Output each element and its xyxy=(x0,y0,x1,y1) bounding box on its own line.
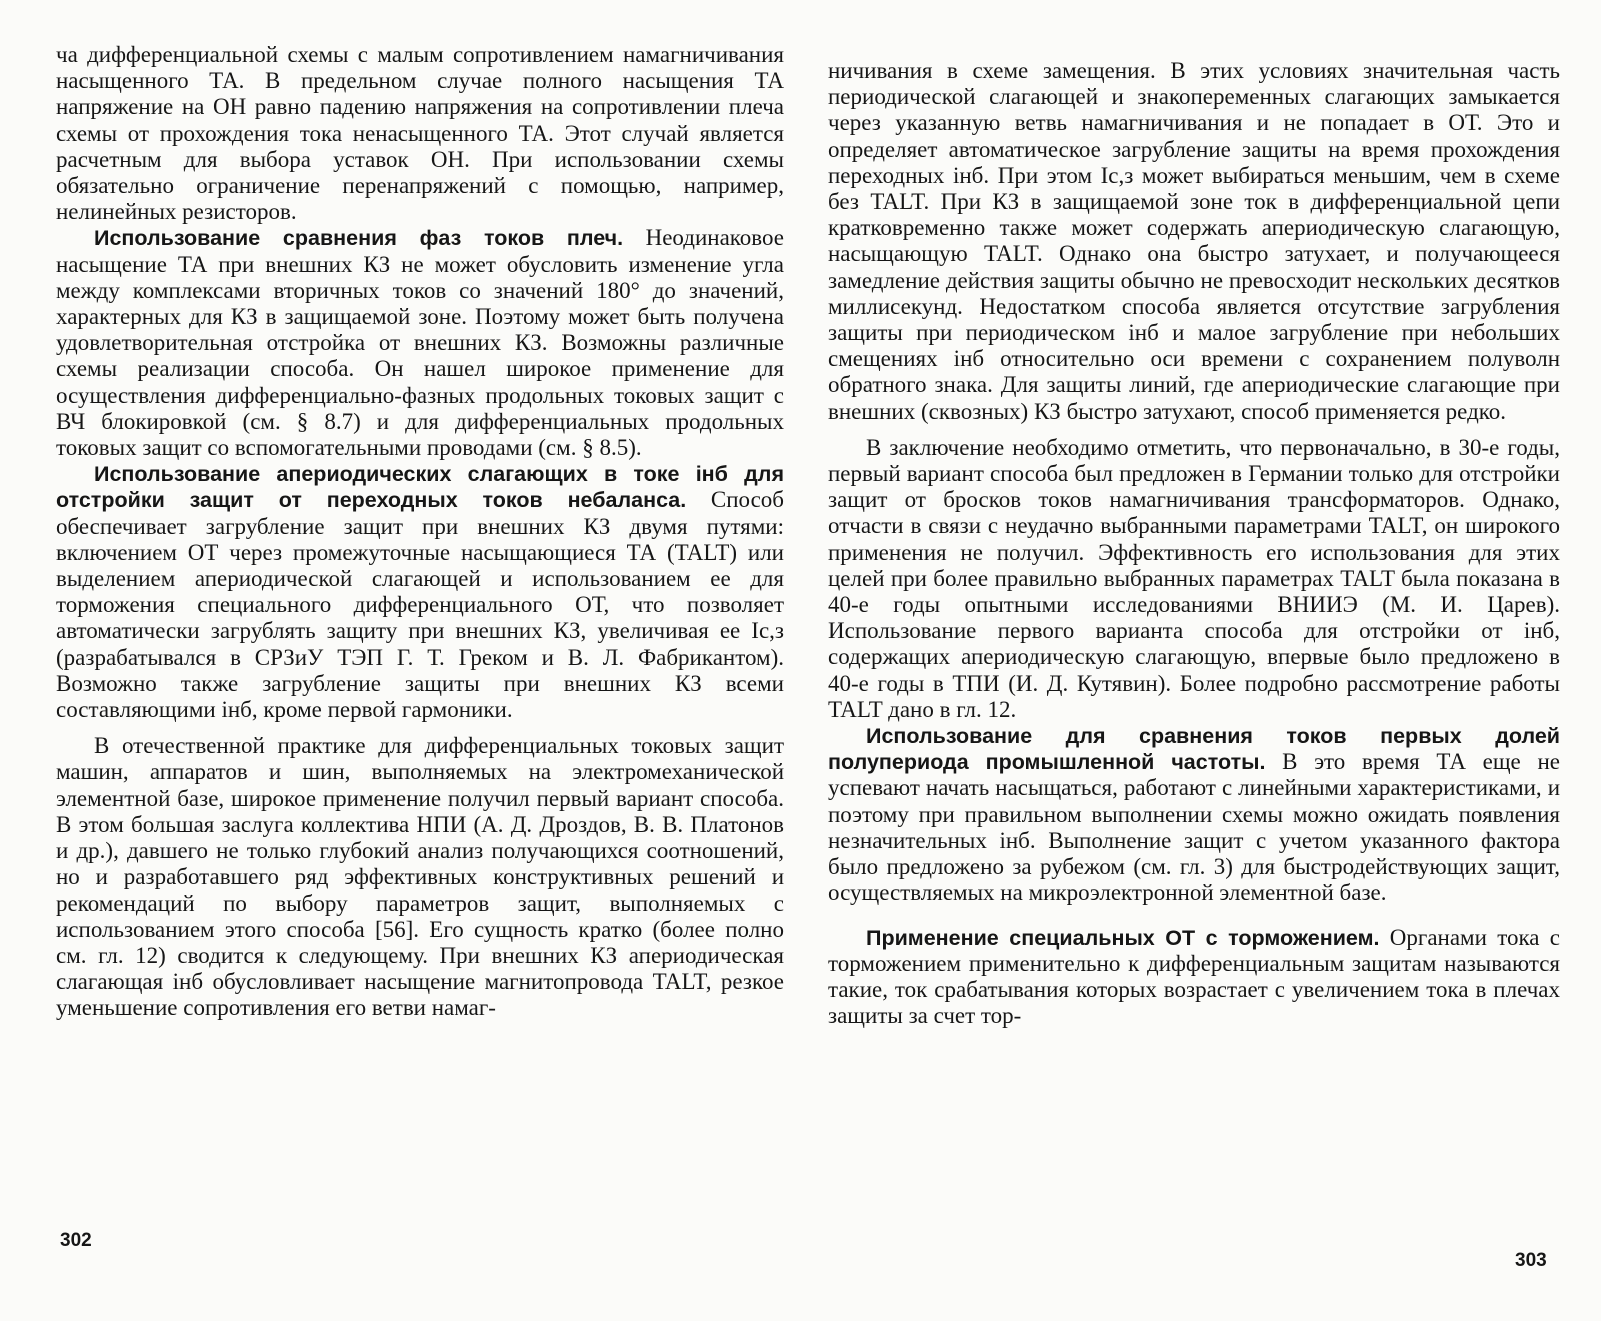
paragraph: В отечественной практике для дифференциальных токовых защит машин, аппаратов и шин, выполняемых на электромеханической элементной базе, широкое применение получил первый вариант способа. В этом большая заслуга коллектива НПИ (А. Д. Дроздов, В. В. Платонов и др.), давшего не только глубокий анализ получающихся соотношений, но и разработавшего ряд эффективных конструктивных решений и рекомендаций по выбору параметров защит, выполняемых с использованием этого способа [56]. Его сущность кратко (более полно см. гл. 12) сводится к следующему. При внешних КЗ апериодическая слагающая iнб обусловливает насыщение магнитопровода TALT, резкое уменьшение сопротивления его ветви намаг- xyxy=(56,733,784,1021)
paragraph-heading: Применение специальных ОТ с торможением. xyxy=(866,925,1380,950)
paragraph xyxy=(56,461,784,723)
paragraph-body: Неодинаковое насыщение ТА при внешних КЗ не может обусловить изменение угла между комплексами вторичных токов со значений 180° до значений, характерных для КЗ в защищаемой зоне. Поэтому может быть получена удовлетворительная отстройка от внешних КЗ. Возможны различные схемы реализации способа. Он нашел широкое применение для осуществления дифференциально-фазных продольных токовых защит с ВЧ блокировкой (см. § 8.7) и для дифференциальных продольных токовых защит со вспомогательными проводами (см. § 8.5). xyxy=(56,225,785,461)
paragraph xyxy=(56,225,784,461)
paragraph-heading: Использование сравнения фаз токов плеч. xyxy=(94,226,624,251)
paragraph-body: Способ обеспечивает загрубление защит при внешних КЗ двумя путями: включением ОТ через промежуточные насыщающиеся ТА (TALT) или выделением апериодической слагающей и использованием ее для торможения специального дифференциального ОТ, что позволяет автоматически загрублять защиту при внешних КЗ, увеличивая ее Ic,з (разрабатывался в СРЗиУ ТЭП Г. Т. Греком и В. Л. Фабрикантом). Возможно также загрубление защиты при внешних КЗ всеми составляющими iнб, кроме первой гармоники. xyxy=(56,487,784,723)
paragraph xyxy=(828,925,1560,1030)
left-page xyxy=(56,42,784,1022)
paragraph xyxy=(828,723,1560,906)
page-number-left: 302 xyxy=(60,1230,92,1251)
page-number-right: 303 xyxy=(1515,1250,1547,1271)
paragraph: ча дифференциальной схемы с малым сопротивлением намагничивания насыщенного ТА. В предельном случае полного насыщения ТА напряжение на ОН равно падению напряжения на сопротивлении плеча схемы от прохождения тока ненасыщенного ТА. Этот случай является расчетным для выбора уставок ОН. При использовании схемы обязательно ограничение перенапряжений с помощью, например, нелинейных резисторов. xyxy=(56,42,784,225)
paragraph-heading: Использование апериодических слагающих в токе iнб для отстройки защит от переходных токов небаланса. xyxy=(56,462,784,513)
paragraph-body: Органами тока с торможением применительно к дифференциальным защитам называются такие, ток срабатывания которых возрастает с увеличением тока в плечах защиты за счет тор- xyxy=(828,924,1561,1029)
right-page xyxy=(828,58,1560,1029)
paragraph: В заключение необходимо отметить, что первоначально, в 30-е годы, первый вариант способа был предложен в Германии только для отстройки защит от бросков токов намагничивания трансформаторов. Однако, отчасти в связи с неудачно выбранными параметрами TALT, он широкого применения не получил. Эффективность его использования для этих целей при более правильно выбранных параметрах TALT была показана в 40-е годы опытными исследованиями ВНИИЭ (М. И. Царев). Использование первого варианта способа для отстройки от iнб, содержащих апериодическую слагающую, впервые было предложено в 40-е годы в ТПИ (И. Д. Кутявин). Более подробно рассмотрение работы TALT дано в гл. 12. xyxy=(828,434,1560,722)
paragraph-body: В это время ТА еще не успевают начать насыщаться, работают с линейными характеристиками, и поэтому при правильном выполнении схемы можно ожидать появления незначительных iнб. Выполнение защит с учетом указанного фактора было предложено за рубежом (см. гл. 3) для быстродействующих защит, осуществляемых на микроэлектронной элементной базе. xyxy=(828,749,1560,906)
paragraph: ничивания в схеме замещения. В этих условиях значительная часть периодической слагающей и знакопеременных слагающих замыкается через указанную ветвь намагничивания и не попадает в ОТ. Это и определяет автоматическое загрубление защиты на время прохождения переходных iнб. При этом Ic,з может выбираться меньшим, чем в схеме без TALT. При КЗ в защищаемой зоне ток в дифференциальной цепи кратковременно также может содержать апериодическую слагающую, насыщающую TALT. Однако она быстро затухает, и получающееся замедление действия защиты обычно не превосходит нескольких десятков миллисекунд. Недостатком способа является отсутствие загрубления защиты при периодическом iнб и малое загрубление при небольших смещениях iнб относительно оси времени с сохранением полуволн обратного знака. Для защиты линий, где апериодические слагающие при внешних (сквозных) КЗ быстро затухают, способ применяется редко. xyxy=(828,58,1560,424)
paragraph-heading: Использование для сравнения токов первых долей полупериода промышленной частоты. xyxy=(828,724,1560,775)
